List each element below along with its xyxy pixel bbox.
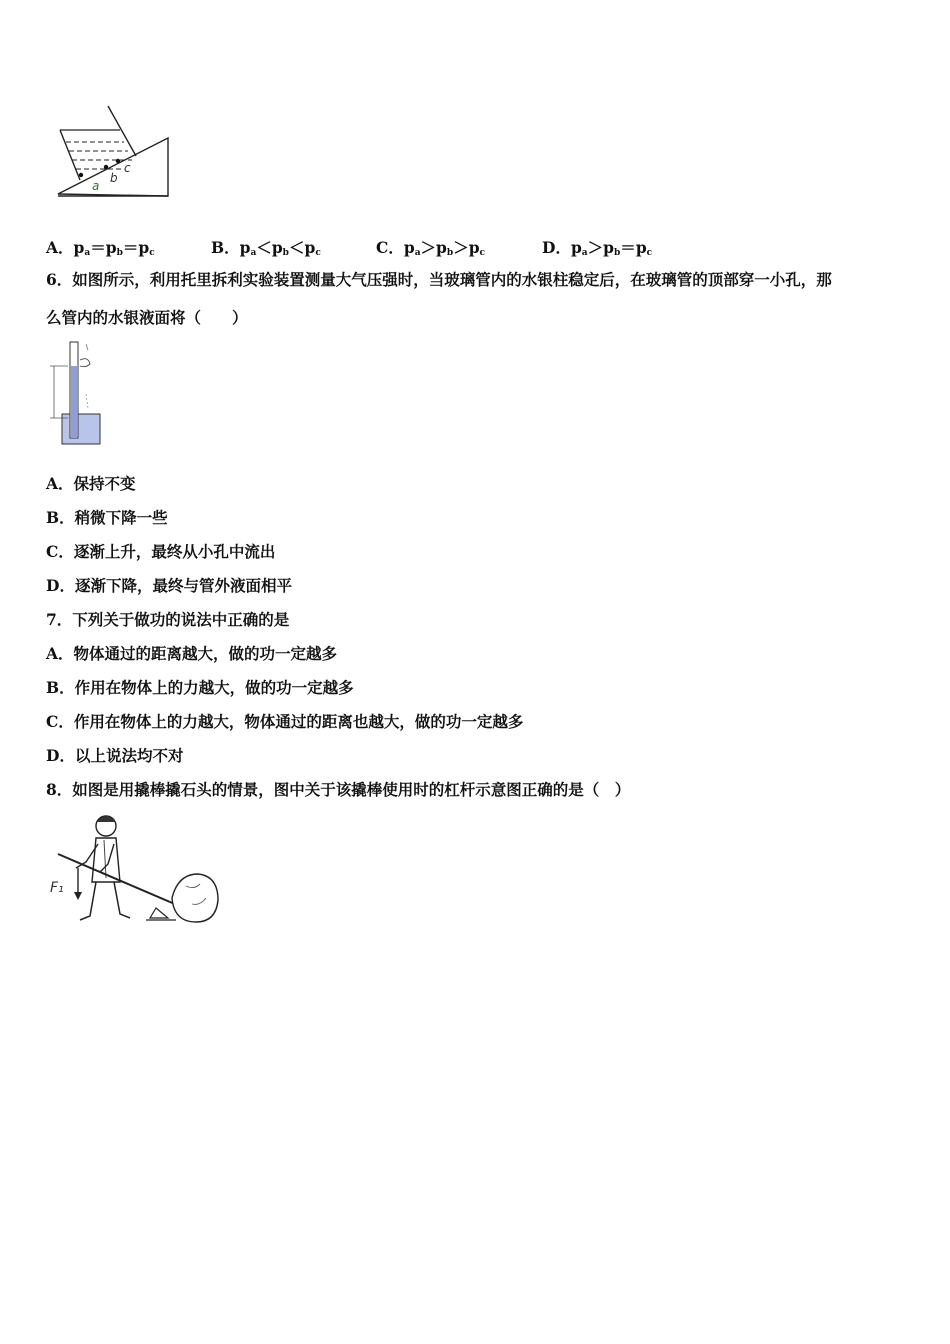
q6-option-c[interactable]: C．逐渐上升，最终从小孔中流出 xyxy=(46,542,276,561)
q5-option-b[interactable]: B．$p_a<p_b<p_c$ xyxy=(211,238,321,258)
q7-option-a[interactable]: A．物体通过的距离越大，做的功一定越多 xyxy=(46,644,338,663)
q6-option-d[interactable]: D．逐渐下降，最终与管外液面相平 xyxy=(46,576,292,595)
incline-container-figure xyxy=(52,100,192,210)
crowbar-figure xyxy=(46,812,221,932)
q7-option-b[interactable]: B．作用在物体上的力越大，做的功一定越多 xyxy=(46,678,354,697)
q7-option-c[interactable]: C．作用在物体上的力越大，物体通过的距离也越大，做的功一定越多 xyxy=(46,712,524,731)
force-label-f1: F₁ xyxy=(50,880,64,896)
q5-option-a[interactable]: A．$p_a=p_b=p_c$ xyxy=(46,238,155,258)
q6-option-b[interactable]: B．稍微下降一些 xyxy=(46,508,168,527)
q5-options xyxy=(46,236,746,256)
point-label-a: a xyxy=(92,179,100,193)
q8-stem: 8．如图是用撬棒撬石头的情景，图中关于该撬棒使用时的杠杆示意图正确的是（ ） xyxy=(46,780,631,799)
q5-option-c[interactable]: C．$p_a>p_b>p_c$ xyxy=(376,238,486,258)
q6-stem-line2: 么管内的水银液面将（ ） xyxy=(46,308,248,327)
q6-option-a[interactable]: A．保持不变 xyxy=(46,474,136,493)
q5-option-d[interactable]: D．$p_a>p_b=p_c$ xyxy=(542,238,653,258)
point-label-c: c xyxy=(124,161,131,175)
point-label-b: b xyxy=(110,171,118,185)
torricelli-figure xyxy=(46,338,106,448)
q6-stem-line1: 6．如图所示，利用托里拆利实验装置测量大气压强时，当玻璃管内的水银柱稳定后，在玻璃管的顶部穿一小孔，那 xyxy=(46,270,832,289)
q7-stem: 7．下列关于做功的说法中正确的是 xyxy=(46,610,290,629)
q7-option-d[interactable]: D．以上说法均不对 xyxy=(46,746,184,765)
